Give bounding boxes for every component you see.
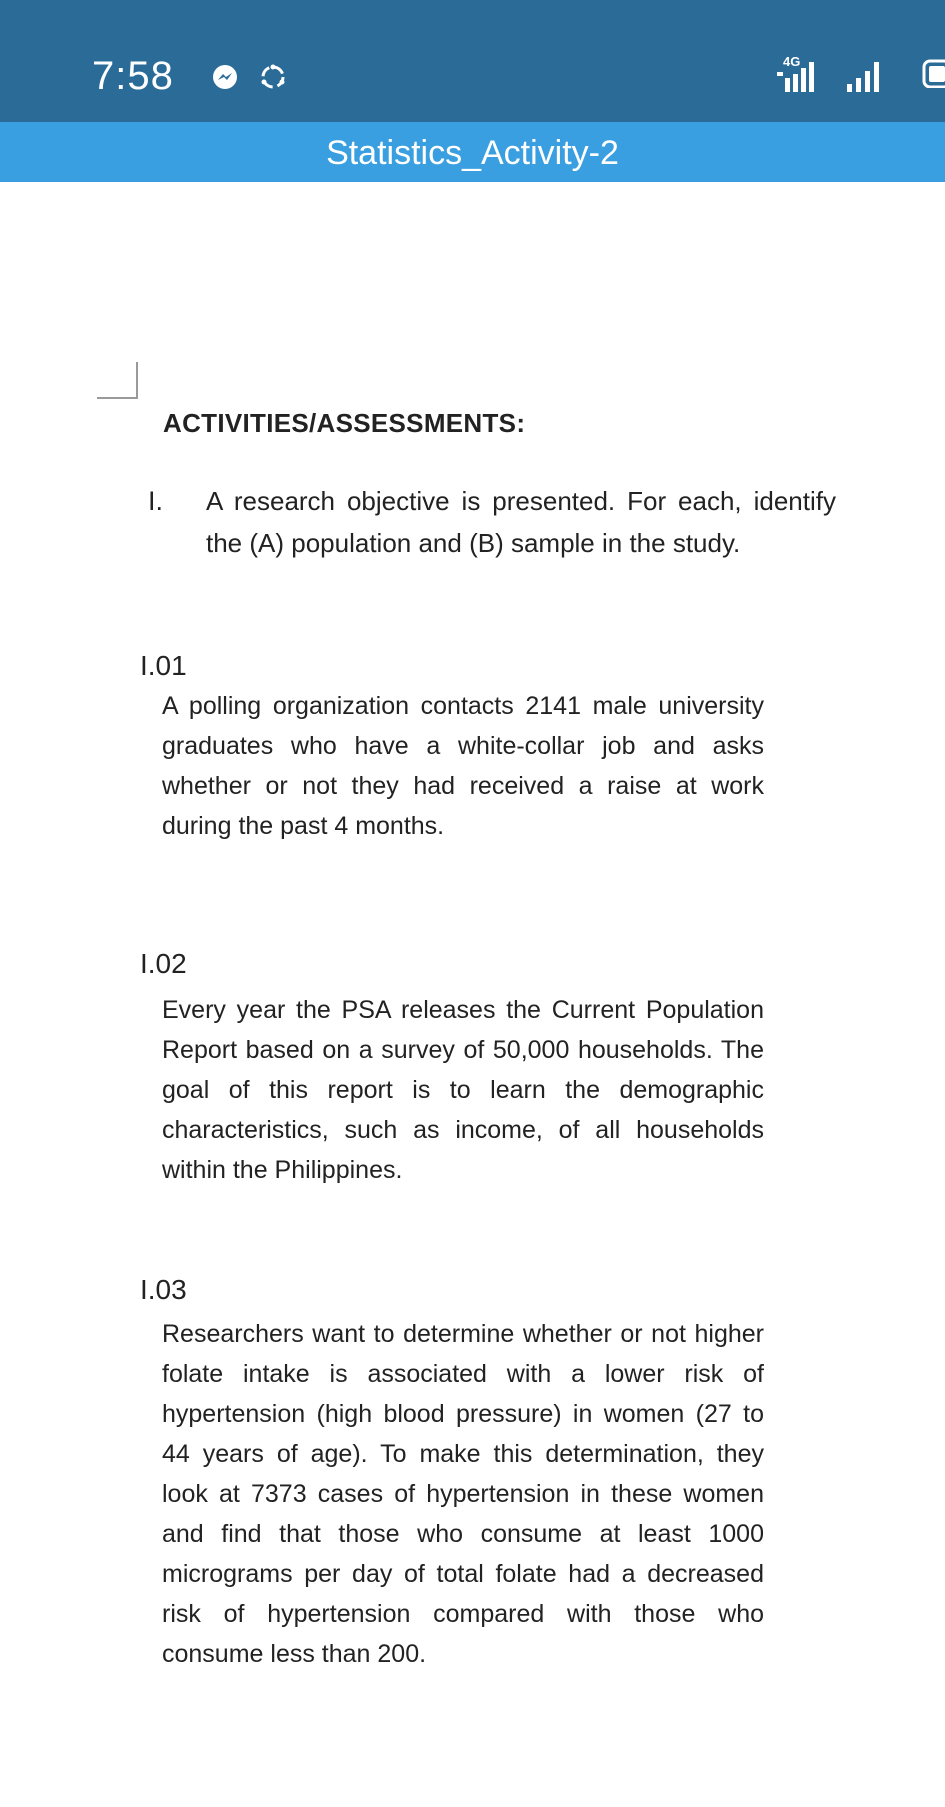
document-title: Statistics_Activity-2 [326, 134, 619, 172]
document-title-bar [0, 122, 945, 182]
wifi-signal-icon [775, 58, 841, 92]
messenger-icon [210, 62, 240, 92]
question-label: I.02 [140, 948, 187, 979]
status-time: 7:58 [92, 54, 174, 98]
question-label: I.03 [140, 1274, 187, 1305]
instruction-number: I. [148, 486, 164, 516]
question-label: I.01 [140, 650, 187, 681]
sync-icon [258, 62, 288, 92]
status-bar [0, 0, 945, 122]
question-text: Every year the PSA releases the Current Population Report based on a survey of 50,000 households. The goal of this report is to learn the demographic characteristics, such as income, of all households within the Philippines. [162, 996, 764, 1184]
question-text: A polling organization contacts 2141 male university graduates who have a white-collar job and asks whether or not they had received a raise at work during the past 4 months. [162, 692, 764, 840]
battery-icon [922, 58, 945, 88]
page-margin-marker-icon [95, 360, 141, 400]
cell-signal-icon [845, 58, 911, 92]
section-heading: ACTIVITIES/ASSESSMENTS: [163, 408, 526, 438]
question-text: Researchers want to determine whether or not higher folate intake is associated with a lower risk of hypertension (high blood pressure) in women (27 to 44 years of age). To make this determination, they look at 7373 cases of hypertension in these women and find that those who consume at least 1000 micrograms per day of total folate had a decreased risk of hypertension compared with those who consume less than 200. [162, 1320, 764, 1668]
instruction-text: A research objective is presented. For each, identify the (A) population and (B) sample in the study. [206, 486, 836, 558]
network-type-label: 4G [783, 54, 801, 69]
